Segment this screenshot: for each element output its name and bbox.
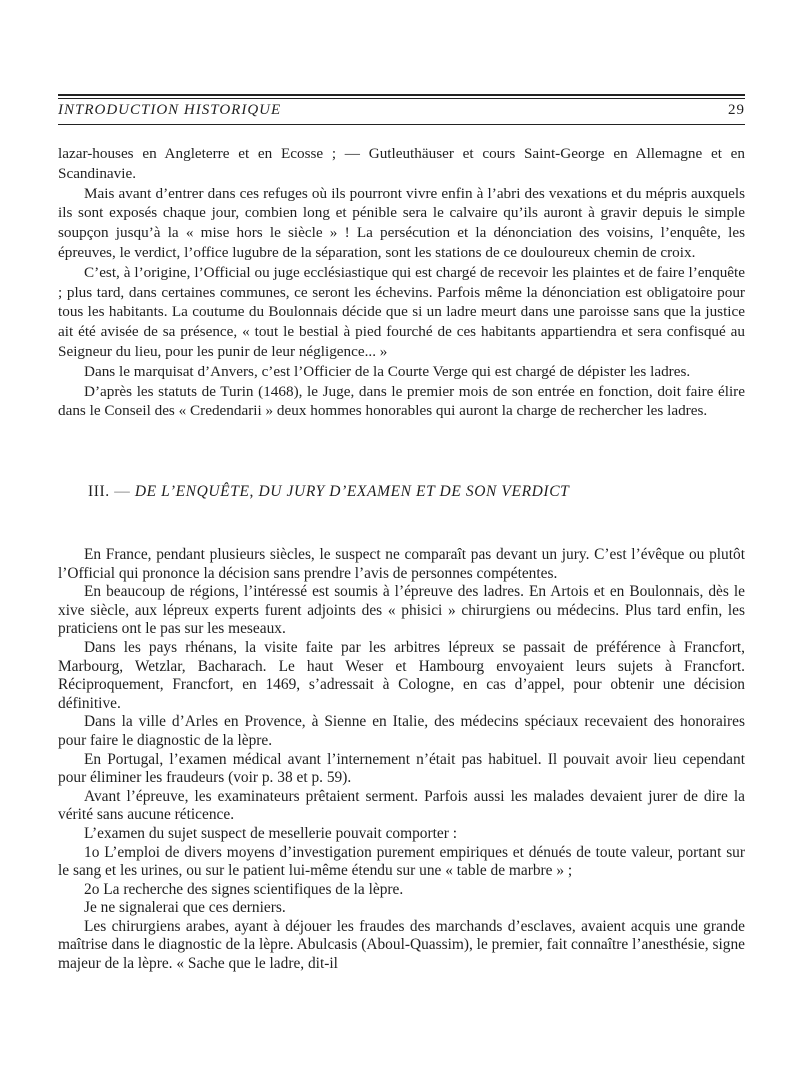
paragraph: Dans les pays rhénans, la visite faite par les arbitres lépreux se passait de préférence à Francfort, Marbourg, Wetzlar, Bacharach. Le haut Weser et Hambourg envoyaient leurs sujets à Francfort. Réciproquement, Francfort, en 1469, s’adressait à Cologne, en cas d’appel, pour obtenir une décision définitive.	[58, 638, 745, 712]
section-heading	[88, 483, 569, 501]
section-dash: —	[114, 483, 131, 500]
paragraph: Mais avant d’entrer dans ces refuges où ils pourront vivre enfin à l’abri des vexations et du mépris auxquels ils sont exposés chaque jour, combien long et pénible sera le calvaire qu’ils auront à gravir depuis le simple soupçon jusqu’à la « mise hors le siècle » ! La persécution et la dénonciation des voisins, l’enquête, les épreuves, le verdict, l’office lugubre de la séparation, sont les stations de ce douloureux chemin de croix.	[58, 184, 745, 261]
section2-text	[58, 546, 745, 974]
header-rule-bottom	[58, 124, 745, 125]
paragraph: 1o L’emploi de divers moyens d’investigation purement empiriques et dénués de toute valeur, portant sur le sang et les urines, ou sur le patient lui-même étendu sur une « table de marbre » ;	[58, 843, 745, 880]
page-number: 29	[728, 102, 745, 118]
section-number: III.	[88, 483, 110, 500]
paragraph: En France, pendant plusieurs siècles, le suspect ne comparaît pas devant un jury. C’est l’évêque ou plutôt l’Official qui prononce la décision sans prendre l’avis de personnes compétentes.	[58, 546, 745, 582]
running-header	[58, 100, 745, 124]
paragraph: 2o La recherche des signes scientifiques de la lèpre.	[84, 880, 404, 898]
paragraph: Les chirurgiens arabes, ayant à déjouer les fraudes des marchands d’esclaves, avaient acquis une grande maîtrise dans le diagnostic de la lèpre. Abulcasis (Aboul-Quassim), le premier, fait connaître l’anesthésie, signe majeur de la lèpre. « Sache que le ladre, dit-il	[58, 917, 745, 973]
paragraph: En Portugal, l’examen médical avant l’internement n’était pas habituel. Il pouvait avoir lieu cependant pour éliminer les fraudeurs (voir p. 38 et p. 59).	[58, 750, 745, 787]
paragraph: Dans le marquisat d’Anvers, c’est l’Officier de la Courte Verge qui est chargé de dépister les ladres.	[84, 362, 691, 380]
header-rule-top	[58, 94, 745, 96]
paragraph: lazar-houses en Angleterre et en Ecosse ; — Gutleuthäuser et cours Saint-George en Allemagne et en Scandinavie.	[58, 145, 745, 182]
paragraph: D’après les statuts de Turin (1468), le Juge, dans le premier mois de son entrée en fonction, doit faire élire dans le Conseil des « Credendarii » deux hommes honorables qui auront la charge de rechercher les ladres.	[58, 382, 745, 420]
paragraph: Dans la ville d’Arles en Provence, à Sienne en Italie, des médecins spéciaux recevaient des honoraires pour faire le diagnostic de la lèpre.	[58, 713, 745, 749]
section1-text	[58, 144, 745, 421]
paragraph: C’est, à l’origine, l’Official ou juge ecclésiastique qui est chargé de recevoir les plaintes et de faire l’enquête ; plus tard, dans certaines communes, ce seront les échevins. Parfois même la dénonciation est obligatoire pour tous les habitants. La coutume du Boulonnais décide que si un ladre meurt dans une paroisse sans que la justice ait été avisée de sa présence, « tout le bestial à pied fourché de ces habitants appartiendra et sera confisqué au Seigneur du lieu, pour les punir de leur négligence... »	[58, 263, 745, 360]
header-rule-top-thin	[58, 98, 745, 99]
running-title: INTRODUCTION HISTORIQUE	[58, 102, 282, 118]
section-title: DE L’ENQUÊTE, DU JURY D’EXAMEN ET DE SON VERDICT	[134, 483, 570, 500]
paragraph: Avant l’épreuve, les examinateurs prêtaient serment. Parfois aussi les malades devaient jurer de dire la vérité sans aucune réticence.	[58, 787, 745, 824]
paragraph: L’examen du sujet suspect de mesellerie pouvait comporter :	[84, 824, 457, 842]
paragraph: En beaucoup de régions, l’intéressé est soumis à l’épreuve des ladres. En Artois et en Boulonnais, dès le xive siècle, aux lépreux experts furent adjoints des « phisici » chirurgiens ou médecins. Plus tard enfin, les praticiens ont le pas sur les meseaux.	[58, 583, 745, 638]
paragraph: Je ne signalerai que ces derniers.	[84, 899, 286, 917]
